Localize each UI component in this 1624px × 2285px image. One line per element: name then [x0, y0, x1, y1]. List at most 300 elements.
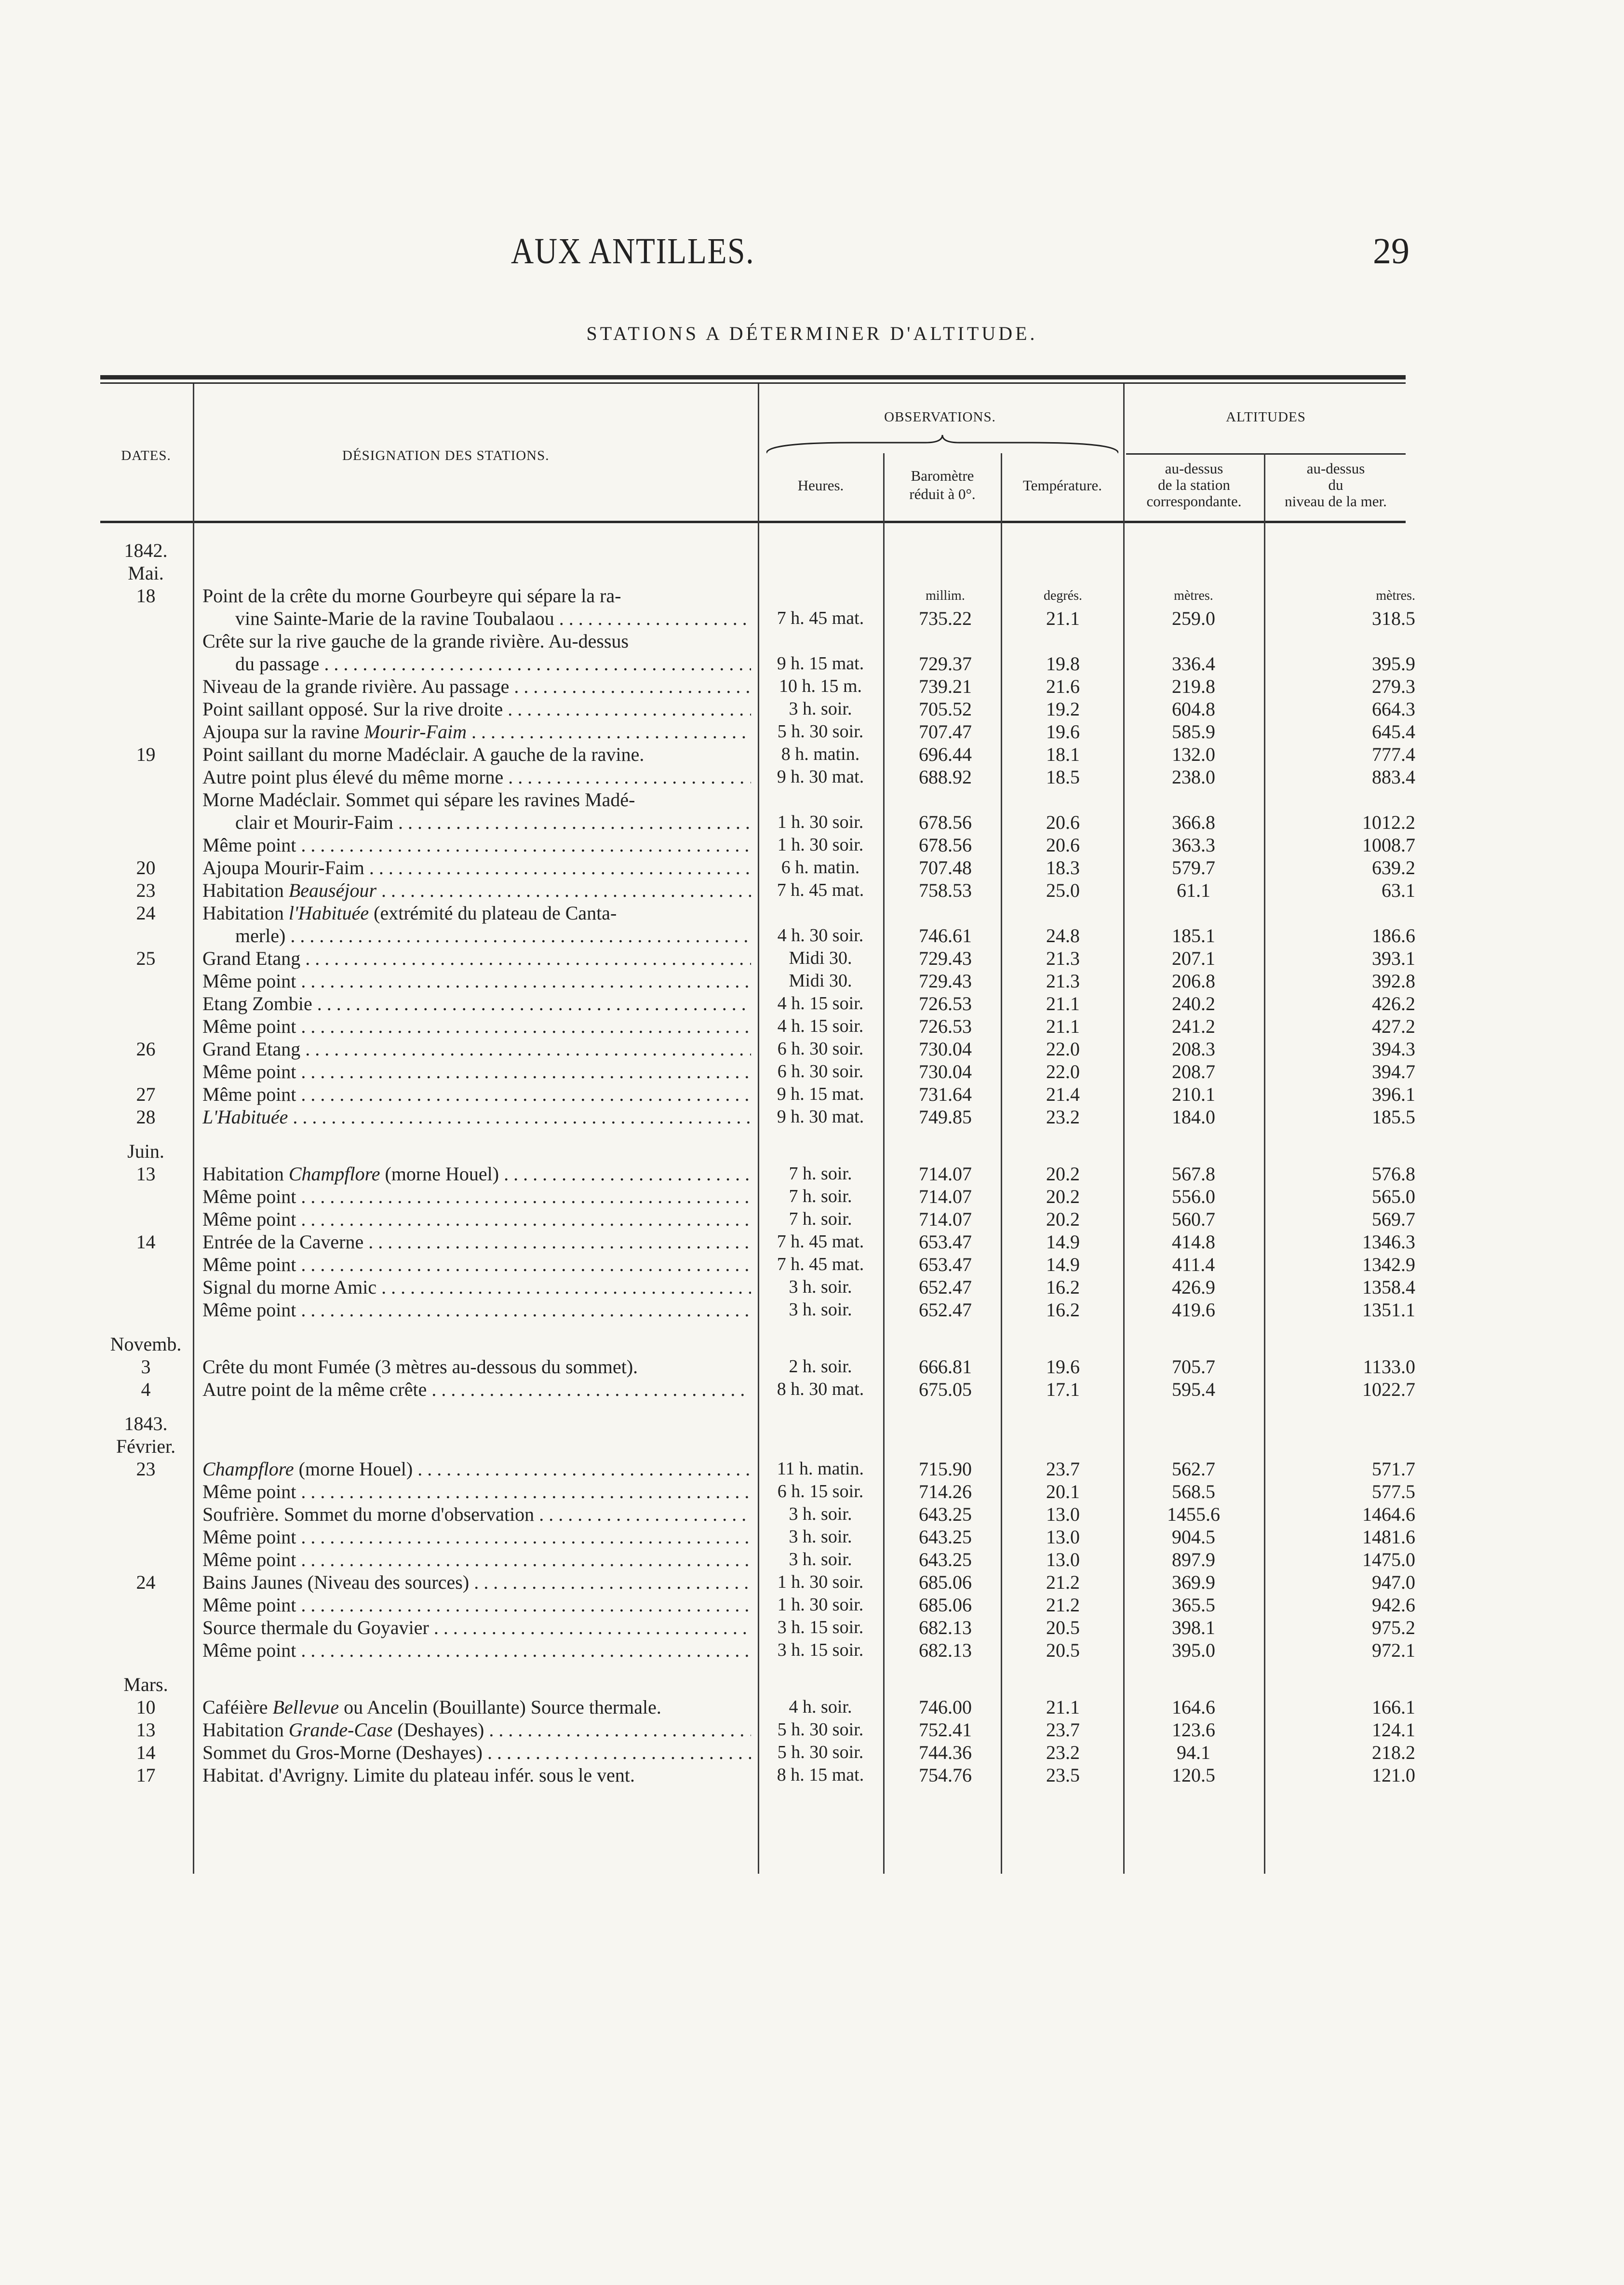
date-cell: 19 [136, 744, 156, 765]
hours-cell: 4 h. 15 soir. [777, 993, 864, 1014]
temperature-cell: 20.6 [1046, 834, 1080, 856]
barometer-cell: 705.52 [919, 698, 972, 720]
station-text: Bains Jaunes (Niveau des sources) [202, 1571, 470, 1593]
barometer-cell: 714.07 [919, 1163, 972, 1185]
station-text: Même point [202, 1254, 296, 1275]
table-row [0, 1616, 1624, 1639]
altitude-sea-cell: 1351.1 [1362, 1299, 1415, 1321]
station-text: Même point [202, 1083, 296, 1105]
barometer-cell: 739.21 [919, 676, 972, 697]
station-cell [202, 584, 751, 607]
station-cell [235, 924, 751, 947]
table-row [0, 743, 1624, 766]
temperature-cell: 20.5 [1046, 1639, 1080, 1661]
date-cell: 27 [136, 1083, 156, 1105]
barometer-cell: 652.47 [919, 1276, 972, 1298]
table-row [0, 788, 1624, 811]
table-row [0, 1435, 1624, 1458]
altitude-station-cell: 210.1 [1172, 1083, 1215, 1105]
table-row [0, 879, 1624, 902]
table-row [0, 1718, 1624, 1741]
altitude-sea-cell: 1133.0 [1363, 1356, 1415, 1378]
temperature-cell: 25.0 [1046, 879, 1080, 901]
altitude-sea-cell: 1008.7 [1362, 834, 1415, 856]
station-cell [235, 607, 751, 630]
altitude-sea-cell: 63.1 [1382, 879, 1415, 901]
altitudes-underline [1126, 453, 1406, 455]
hours-cell: 3 h. soir. [789, 1504, 852, 1524]
altitude-sea-cell: 645.4 [1372, 721, 1415, 743]
date-cell: 1842. [124, 540, 168, 561]
barometer-cell: 726.53 [919, 1015, 972, 1037]
altitude-station-cell: 419.6 [1172, 1299, 1215, 1321]
table-row [0, 562, 1624, 584]
altitude-station-cell: 207.1 [1172, 947, 1215, 969]
table-row [0, 1594, 1624, 1616]
table-row [0, 811, 1624, 834]
temperature-cell: 16.2 [1046, 1299, 1080, 1321]
date-cell: 13 [136, 1163, 156, 1185]
station-cell [202, 1503, 751, 1526]
station-cell [202, 1208, 751, 1230]
temperature-cell: 20.5 [1046, 1617, 1080, 1638]
temperature-cell: 20.1 [1046, 1481, 1080, 1502]
table-row [0, 1140, 1624, 1163]
barometer-cell: 653.47 [919, 1231, 972, 1253]
station-cell [202, 992, 751, 1015]
barometer-cell: 682.13 [919, 1639, 972, 1661]
altitude-sea-cell: 186.6 [1372, 925, 1415, 946]
temperature-cell: 23.2 [1046, 1106, 1080, 1128]
station-cell [202, 856, 751, 879]
table-row [0, 652, 1624, 675]
hours-cell: 1 h. 30 soir. [777, 812, 864, 832]
altitude-station-cell: 560.7 [1172, 1208, 1215, 1230]
station-cell [202, 1083, 751, 1106]
altitude-station-cell: 184.0 [1172, 1106, 1215, 1128]
station-text: Autre point plus élevé du même morne [202, 766, 504, 788]
station-text: Habitation [202, 1163, 289, 1185]
header-designation: DÉSIGNATION DES STATIONS. [342, 448, 550, 463]
table-row [0, 1163, 1624, 1185]
station-cell [202, 743, 751, 766]
table-row [0, 1480, 1624, 1503]
date-cell: 3 [141, 1356, 151, 1378]
altitude-station-cell: 604.8 [1172, 698, 1215, 720]
station-cell [202, 675, 751, 698]
table-row [0, 1208, 1624, 1230]
hours-cell: 3 h. 15 soir. [777, 1617, 864, 1637]
station-text: Même point [202, 1015, 296, 1037]
hours-cell: 1 h. 30 soir. [777, 1572, 864, 1592]
station-text: Champflore [202, 1458, 294, 1480]
hours-cell: 2 h. soir. [789, 1356, 852, 1377]
header-station-1: au-dessus [1165, 460, 1223, 477]
hours-cell: 10 h. 15 m. [778, 676, 862, 696]
barometer-cell: 730.04 [919, 1038, 972, 1060]
temperature-cell: 23.7 [1046, 1719, 1080, 1741]
station-text: Caféière [202, 1696, 273, 1718]
temperature-cell: 21.3 [1046, 947, 1080, 969]
hours-cell: 8 h. matin. [781, 744, 860, 764]
barometer-cell: 746.61 [919, 925, 972, 946]
altitude-station-cell: 369.9 [1172, 1571, 1215, 1593]
table-top-rule-thick [100, 375, 1406, 379]
station-text: vine Sainte-Marie de la ravine Toubalaou [235, 608, 554, 629]
hours-cell: 7 h. soir. [789, 1163, 852, 1184]
hours-cell: 7 h. 45 mat. [777, 1254, 864, 1274]
header-observations: OBSERVATIONS. [884, 409, 996, 425]
table-row [0, 584, 1624, 607]
table-row [0, 1458, 1624, 1480]
table-row [0, 720, 1624, 743]
table-row [0, 1571, 1624, 1594]
station-cell [202, 1741, 751, 1764]
table-row [0, 856, 1624, 879]
altitude-sea-cell: 121.0 [1372, 1764, 1415, 1786]
temperature-cell: 21.6 [1046, 676, 1080, 697]
temperature-cell: 20.2 [1046, 1208, 1080, 1230]
altitude-sea-cell: 1358.4 [1362, 1276, 1415, 1298]
altitude-sea-cell: 664.3 [1372, 698, 1415, 720]
altitude-sea-cell: 883.4 [1372, 766, 1415, 788]
table-row [0, 1106, 1624, 1128]
unit-label: mètres. [1174, 588, 1213, 603]
temperature-cell: 21.2 [1046, 1594, 1080, 1616]
date-cell: 25 [136, 947, 156, 969]
altitude-sea-cell: 1012.2 [1362, 811, 1415, 833]
hours-cell: 3 h. soir. [789, 1277, 852, 1297]
altitude-sea-cell: 392.8 [1372, 970, 1415, 992]
header-barometre-1: Baromètre [911, 467, 974, 484]
station-text: Grande-Case [288, 1719, 393, 1741]
barometer-cell: 678.56 [919, 811, 972, 833]
barometer-cell: 666.81 [919, 1356, 972, 1378]
date-cell: 14 [136, 1742, 156, 1763]
table-row [0, 1696, 1624, 1718]
hours-cell: 1 h. 30 soir. [777, 1595, 864, 1615]
table-row [0, 1526, 1624, 1548]
barometer-cell: 758.53 [919, 879, 972, 901]
station-cell [202, 1185, 751, 1208]
table-row [0, 947, 1624, 970]
station-cell [202, 1571, 751, 1594]
hours-cell: 9 h. 30 mat. [777, 767, 864, 787]
hours-cell: 7 h. soir. [789, 1209, 852, 1229]
table-row [0, 1503, 1624, 1526]
altitude-station-cell: 562.7 [1172, 1458, 1215, 1480]
temperature-cell: 14.9 [1046, 1254, 1080, 1275]
unit-label: mètres. [1376, 588, 1415, 603]
altitude-sea-cell: 426.2 [1372, 993, 1415, 1014]
altitude-station-cell: 411.4 [1172, 1254, 1215, 1275]
hours-cell: 9 h. 30 mat. [777, 1107, 864, 1127]
station-text: l'Habituée [288, 902, 369, 924]
table-row [0, 766, 1624, 788]
table-row [0, 630, 1624, 652]
station-cell [202, 1378, 751, 1401]
temperature-cell: 20.2 [1046, 1163, 1080, 1185]
barometer-cell: 752.41 [919, 1719, 972, 1741]
station-cell [202, 1060, 751, 1083]
station-cell [202, 1253, 751, 1276]
altitude-sea-cell: 318.5 [1372, 608, 1415, 629]
table-row [0, 1230, 1624, 1253]
altitude-station-cell: 595.4 [1172, 1379, 1215, 1400]
hours-cell: 7 h. soir. [789, 1186, 852, 1206]
altitude-station-cell: 240.2 [1172, 993, 1215, 1014]
header-station-3: correspondante. [1146, 493, 1242, 510]
station-text: Habitat. d'Avrigny. Limite du plateau infér. sous le vent. [202, 1764, 635, 1786]
table-row [0, 970, 1624, 992]
date-cell: 10 [136, 1696, 156, 1718]
table-row [0, 1764, 1624, 1786]
station-cell [202, 1718, 751, 1741]
barometer-cell: 678.56 [919, 834, 972, 856]
station-cell [202, 1480, 751, 1503]
barometer-cell: 731.64 [919, 1083, 972, 1105]
station-text: Grand Etang [202, 1038, 301, 1060]
altitude-station-cell: 208.7 [1172, 1061, 1215, 1082]
station-text: Bellevue [272, 1696, 339, 1718]
temperature-cell: 23.5 [1046, 1764, 1080, 1786]
barometer-cell: 754.76 [919, 1764, 972, 1786]
altitude-sea-cell: 279.3 [1372, 676, 1415, 697]
header-station-2: de la station [1158, 476, 1230, 493]
station-cell [202, 1298, 751, 1321]
temperature-cell: 18.1 [1046, 744, 1080, 765]
altitude-sea-cell: 576.8 [1372, 1163, 1415, 1185]
altitude-station-cell: 206.8 [1172, 970, 1215, 992]
altitude-station-cell: 366.8 [1172, 811, 1215, 833]
table-row [0, 1038, 1624, 1060]
altitude-station-cell: 897.9 [1172, 1549, 1215, 1570]
station-text: Habitation [202, 1719, 289, 1741]
station-text: Source thermale du Goyavier [202, 1617, 429, 1638]
altitude-station-cell: 208.3 [1172, 1038, 1215, 1060]
running-header-title: AUX ANTILLES. [511, 231, 755, 271]
station-cell [202, 1276, 751, 1298]
station-text: Ajoupa sur la ravine [202, 721, 364, 743]
station-text: Même point [202, 1639, 296, 1661]
table-row [0, 1298, 1624, 1321]
altitude-station-cell: 556.0 [1172, 1186, 1215, 1207]
station-text: Même point [202, 970, 296, 992]
barometer-cell: 675.05 [919, 1379, 972, 1400]
table-row [0, 1185, 1624, 1208]
altitude-station-cell: 585.9 [1172, 721, 1215, 743]
hours-cell: 7 h. 45 mat. [777, 1231, 864, 1252]
table-row [0, 1673, 1624, 1696]
station-text: Mourir-Faim [364, 721, 467, 743]
station-text: Même point [202, 1186, 296, 1207]
barometer-cell: 643.25 [919, 1503, 972, 1525]
altitude-station-cell: 61.1 [1177, 879, 1210, 901]
barometer-cell: 746.00 [919, 1696, 972, 1718]
altitude-station-cell: 365.5 [1172, 1594, 1215, 1616]
temperature-cell: 22.0 [1046, 1061, 1080, 1082]
altitude-sea-cell: 124.1 [1372, 1719, 1415, 1741]
altitude-station-cell: 94.1 [1177, 1742, 1210, 1763]
altitude-sea-cell: 942.6 [1372, 1594, 1415, 1616]
altitude-station-cell: 579.7 [1172, 857, 1215, 879]
unit-label: millim. [926, 588, 965, 603]
temperature-cell: 21.1 [1046, 608, 1080, 629]
altitude-sea-cell: 218.2 [1372, 1742, 1415, 1763]
hours-cell: 4 h. soir. [789, 1697, 852, 1717]
table-top-rule-thin [100, 382, 1406, 384]
hours-cell: 9 h. 15 mat. [777, 1084, 864, 1104]
header-barometre-2: réduit à 0°. [909, 486, 976, 502]
hours-cell: 3 h. soir. [789, 1299, 852, 1320]
station-text: Entrée de la Caverne [202, 1231, 364, 1253]
station-cell [202, 1696, 751, 1718]
altitude-station-cell: 568.5 [1172, 1481, 1215, 1502]
barometer-cell: 735.22 [919, 608, 972, 629]
barometer-cell: 653.47 [919, 1254, 972, 1275]
table-row [0, 1333, 1624, 1355]
hours-cell: 3 h. 15 soir. [777, 1640, 864, 1660]
station-cell [202, 834, 751, 856]
hours-cell: 7 h. 45 mat. [777, 880, 864, 900]
table-row [0, 675, 1624, 698]
barometer-cell: 696.44 [919, 744, 972, 765]
station-text: Point de la crête du morne Gourbeyre qui sépare la ra- [202, 585, 621, 607]
date-cell: Novemb. [110, 1333, 182, 1355]
table-row [0, 924, 1624, 947]
altitude-station-cell: 567.8 [1172, 1163, 1215, 1185]
station-text: Crête sur la rive gauche de la grande rivière. Au-dessus [202, 630, 629, 652]
station-text: Morne Madéclair. Sommet qui sépare les ravines Madé- [202, 789, 635, 811]
temperature-cell: 13.0 [1046, 1526, 1080, 1548]
station-text: ou Ancelin (Bouillante) Source thermale. [339, 1696, 661, 1718]
table-row [0, 698, 1624, 720]
altitude-sea-cell: 1464.6 [1362, 1503, 1415, 1525]
station-text: Même point [202, 1061, 296, 1082]
date-cell: 4 [141, 1379, 151, 1400]
station-text: (extrémité du plateau de Canta- [369, 902, 617, 924]
station-cell [202, 720, 751, 743]
hours-cell: 6 h. 30 soir. [777, 1039, 864, 1059]
station-text: Sommet du Gros-Morne (Deshayes) [202, 1742, 483, 1763]
station-cell [202, 630, 751, 652]
station-cell [202, 788, 751, 811]
temperature-cell: 21.1 [1046, 1696, 1080, 1718]
date-cell: 1843. [124, 1413, 168, 1434]
station-cell [202, 1355, 751, 1378]
station-text: Etang Zombie [202, 993, 312, 1014]
station-text: Beauséjour [288, 879, 377, 901]
table-body [0, 539, 1624, 1786]
unit-label: degrés. [1043, 588, 1083, 603]
barometer-cell: 685.06 [919, 1571, 972, 1593]
altitude-station-cell: 123.6 [1172, 1719, 1215, 1741]
barometer-cell: 729.37 [919, 653, 972, 675]
header-sea-3: niveau de la mer. [1285, 493, 1387, 510]
date-cell: 13 [136, 1719, 156, 1741]
barometer-cell: 749.85 [919, 1106, 972, 1128]
date-cell: Février. [116, 1435, 176, 1457]
hours-cell: 5 h. 30 soir. [777, 721, 864, 742]
table-row [0, 1378, 1624, 1401]
altitude-sea-cell: 396.1 [1372, 1083, 1415, 1105]
altitude-station-cell: 185.1 [1172, 925, 1215, 946]
station-text: Même point [202, 1549, 296, 1570]
barometer-cell: 682.13 [919, 1617, 972, 1638]
altitude-station-cell: 904.5 [1172, 1526, 1215, 1548]
station-text: Même point [202, 1594, 296, 1616]
hours-cell: Midi 30. [789, 948, 852, 968]
date-cell: 14 [136, 1231, 156, 1253]
table-row [0, 1639, 1624, 1662]
barometer-cell: 730.04 [919, 1061, 972, 1082]
altitude-sea-cell: 1342.9 [1362, 1254, 1415, 1275]
date-cell: 17 [136, 1764, 156, 1786]
barometer-cell: 715.90 [919, 1458, 972, 1480]
altitude-sea-cell: 975.2 [1372, 1617, 1415, 1638]
observations-brace [766, 433, 1118, 455]
hours-cell: 11 h. matin. [777, 1459, 864, 1479]
table-row [0, 902, 1624, 924]
hours-cell: 3 h. soir. [789, 1549, 852, 1569]
table-row [0, 1355, 1624, 1378]
station-cell [202, 1015, 751, 1038]
altitude-station-cell: 120.5 [1172, 1764, 1215, 1786]
page-number: 29 [1373, 231, 1409, 271]
hours-cell: 5 h. 30 soir. [777, 1742, 864, 1762]
altitude-sea-cell: 393.1 [1372, 947, 1415, 969]
temperature-cell: 23.7 [1046, 1458, 1080, 1480]
temperature-cell: 21.2 [1046, 1571, 1080, 1593]
table-row [0, 1741, 1624, 1764]
hours-cell: 3 h. soir. [789, 1527, 852, 1547]
hours-cell: 5 h. 30 soir. [777, 1719, 864, 1740]
station-text: merle) [235, 925, 286, 946]
altitude-station-cell: 219.8 [1172, 676, 1215, 697]
altitude-station-cell: 426.9 [1172, 1276, 1215, 1298]
station-text: Point saillant opposé. Sur la rive droite [202, 698, 503, 720]
altitude-sea-cell: 1481.6 [1362, 1526, 1415, 1548]
station-text: Autre point de la même crête [202, 1379, 427, 1400]
temperature-cell: 18.3 [1046, 857, 1080, 879]
temperature-cell: 13.0 [1046, 1549, 1080, 1570]
table-row [0, 1253, 1624, 1276]
table-row [0, 607, 1624, 630]
date-cell: 23 [136, 1458, 156, 1480]
header-altitudes: ALTITUDES [1226, 409, 1306, 425]
date-cell: 18 [136, 585, 156, 607]
temperature-cell: 14.9 [1046, 1231, 1080, 1253]
station-cell [202, 947, 751, 970]
station-text: (morne Houel) [294, 1458, 413, 1480]
temperature-cell: 21.4 [1046, 1083, 1080, 1105]
table-row [0, 992, 1624, 1015]
altitude-station-cell: 336.4 [1172, 653, 1215, 675]
station-cell [202, 1526, 751, 1548]
station-cell [202, 1106, 751, 1128]
date-cell: 24 [136, 902, 156, 924]
altitude-station-cell: 164.6 [1172, 1696, 1215, 1718]
altitude-sea-cell: 972.1 [1372, 1639, 1415, 1661]
altitude-sea-cell: 166.1 [1372, 1696, 1415, 1718]
table-row [0, 539, 1624, 562]
altitude-station-cell: 395.0 [1172, 1639, 1215, 1661]
barometer-cell: 688.92 [919, 766, 972, 788]
station-text: Ajoupa Mourir-Faim [202, 857, 364, 879]
altitude-sea-cell: 577.5 [1372, 1481, 1415, 1502]
temperature-cell: 24.8 [1046, 925, 1080, 946]
temperature-cell: 19.2 [1046, 698, 1080, 720]
